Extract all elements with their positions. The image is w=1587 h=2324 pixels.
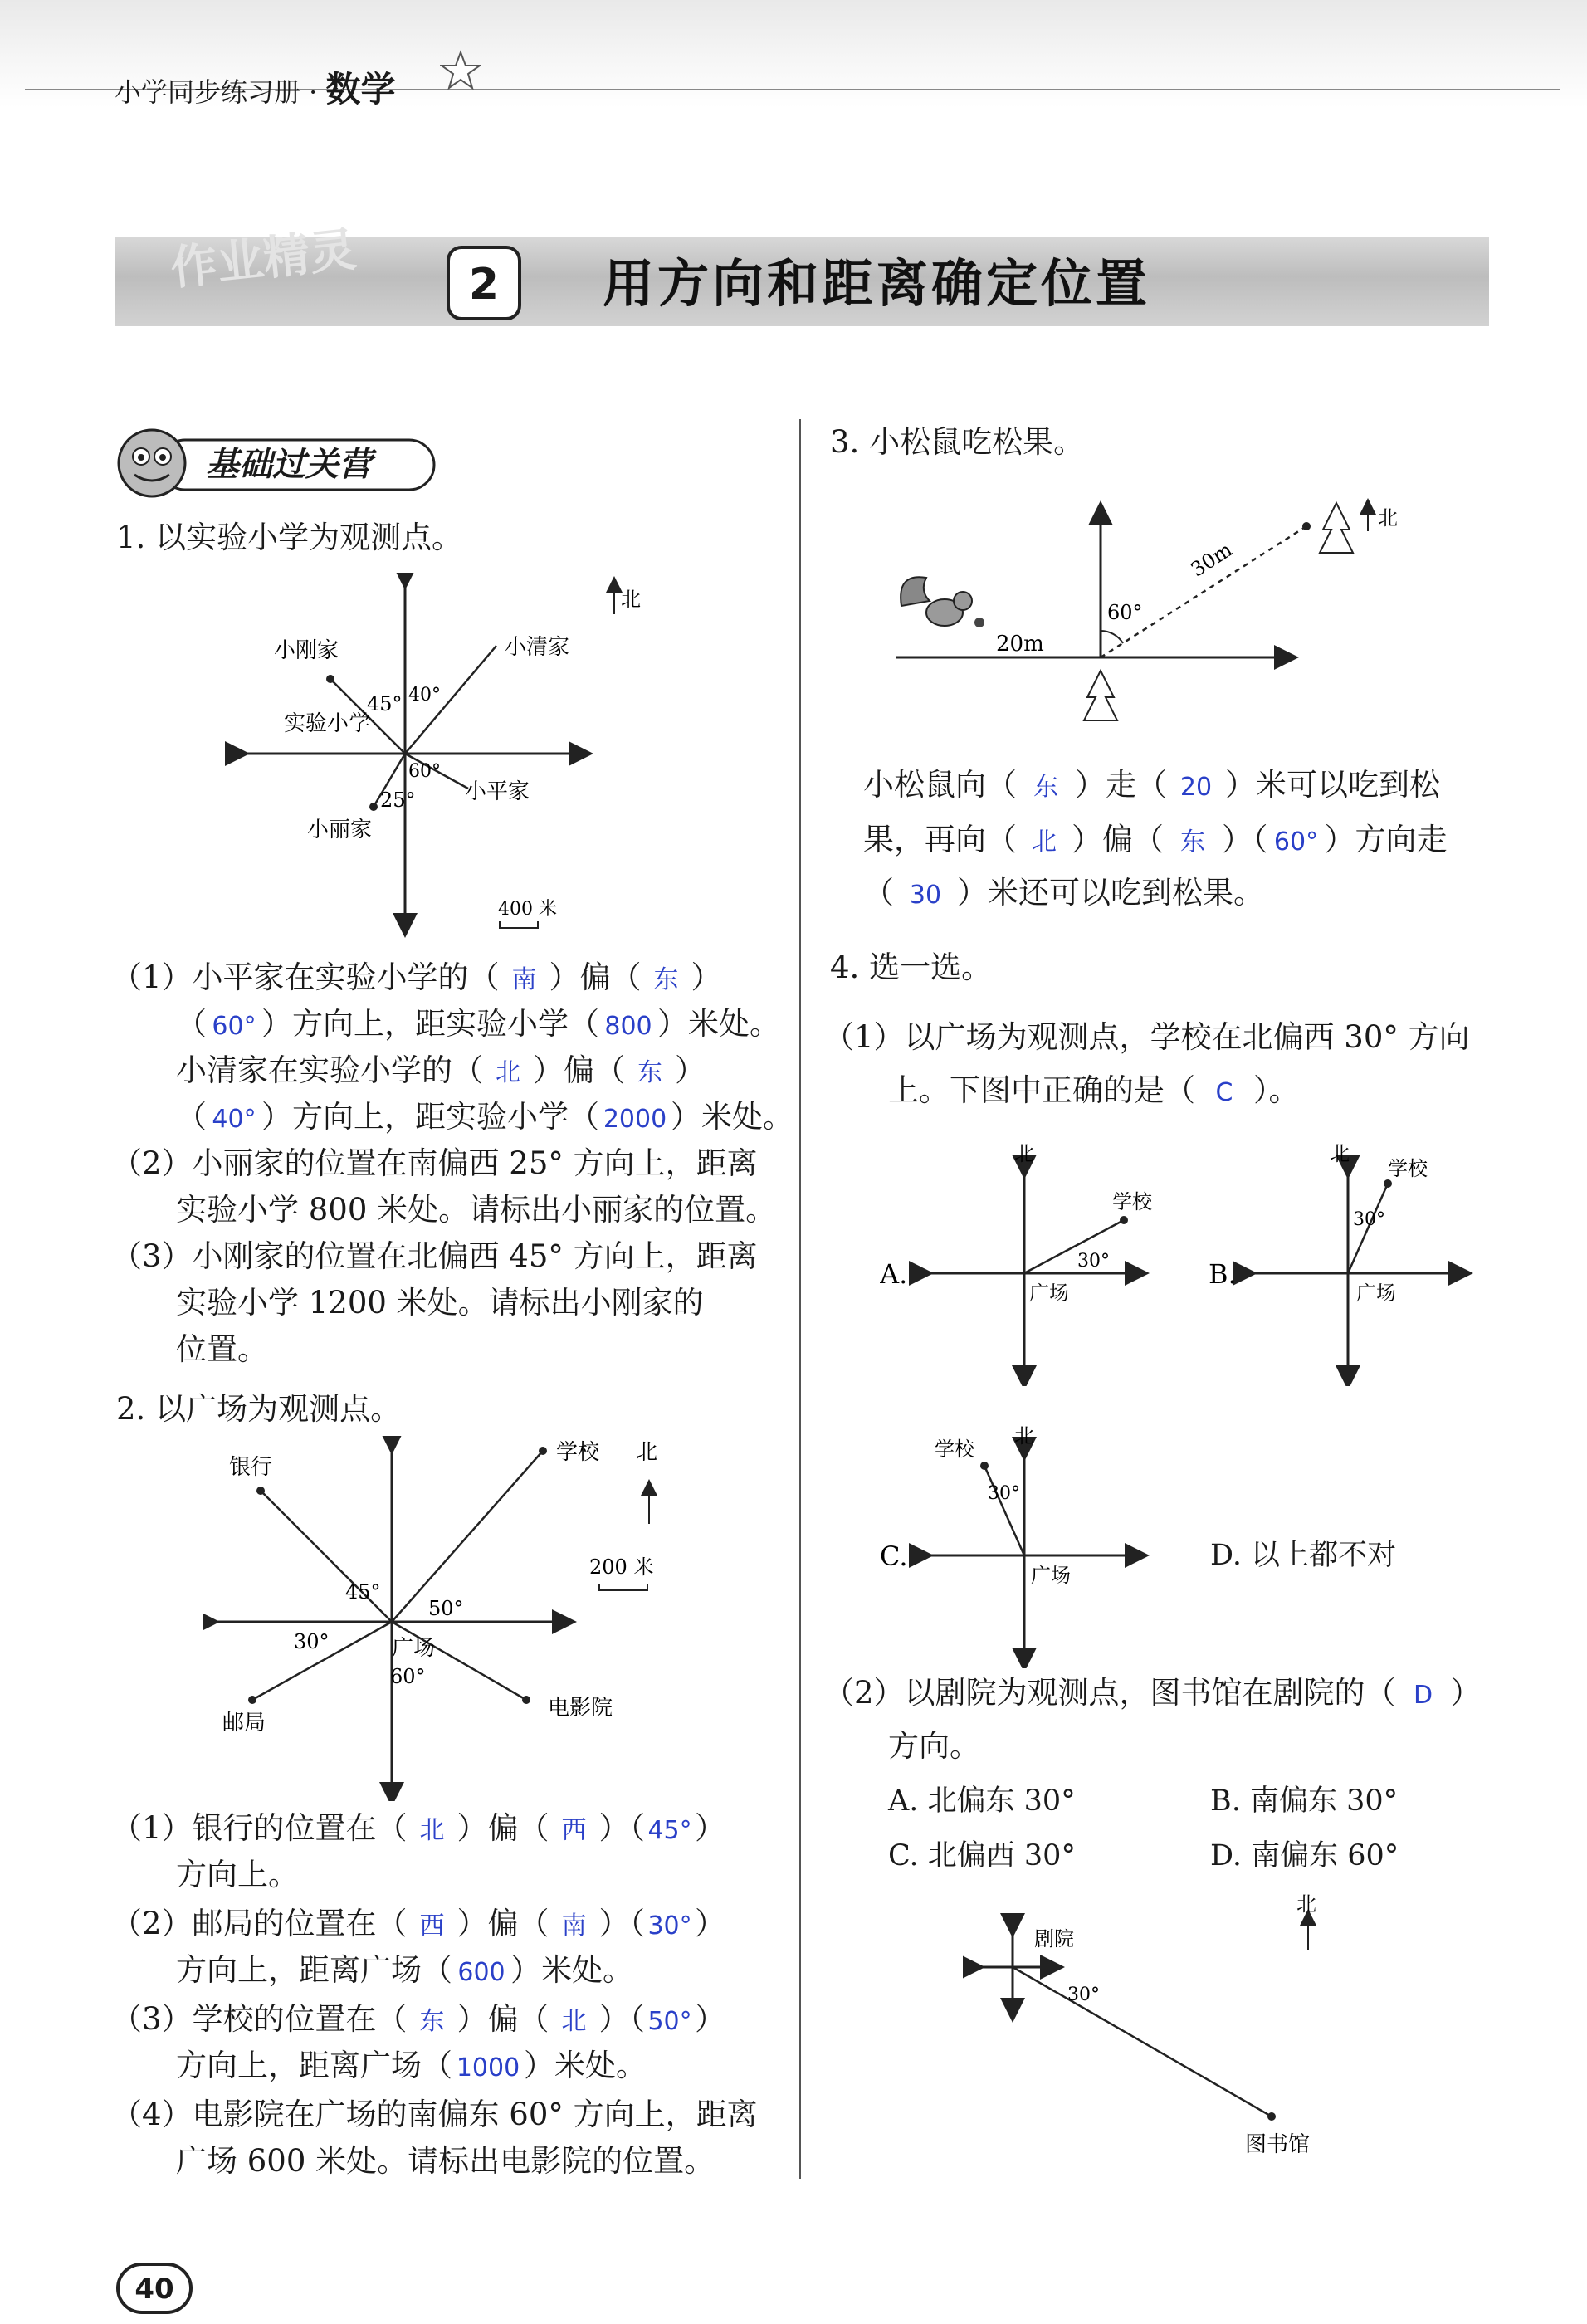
label-30: 30° — [294, 1630, 330, 1653]
opt-a-angle: 30° — [1077, 1251, 1110, 1272]
q4-choice-c: C. 北偏西 30° — [888, 1839, 1076, 1872]
star-icon — [440, 50, 481, 91]
label-north2: 北 — [636, 1440, 658, 1465]
q1-ans-4[interactable]: 800 — [604, 1012, 652, 1041]
q4-theater-figure — [963, 1892, 1428, 2166]
page-number: 40 — [116, 2263, 193, 2314]
q2-ans-7[interactable]: 600 — [457, 1958, 505, 1987]
book-name: 小学同步练习册 · — [115, 76, 326, 108]
q2-part1-line2: 方向上。 — [176, 1857, 299, 1892]
q4-option-c — [880, 1419, 1195, 1668]
q1-part1-line3: 小清家在实验小学的（ 北 ）偏（ 东 ） — [176, 1047, 706, 1096]
label-scale2: 200 米 — [589, 1555, 654, 1579]
q4-part2-line1: （2）以剧院为观测点，图书馆在剧院的（ D ） — [823, 1670, 1482, 1719]
q2-ans-5[interactable]: 南 — [561, 1911, 587, 1941]
q4-option-a — [880, 1137, 1195, 1386]
q3-line1: 小松鼠向（ 东 ）走（ 20 ）米可以吃到松 — [863, 762, 1440, 811]
q2-ans-6[interactable]: 30° — [647, 1911, 692, 1941]
label-school: 学校 — [556, 1440, 600, 1465]
label-50: 50° — [428, 1597, 464, 1620]
q1-stem: 1. 以实验小学为观测点。 — [116, 520, 463, 555]
label-north3: 北 — [1378, 506, 1398, 530]
q3-line3: （ 30 ）米还可以吃到松果。 — [863, 870, 1264, 919]
label-30d: 30° — [1067, 1985, 1100, 2005]
q3-ans-1[interactable]: 东 — [1033, 773, 1058, 802]
q4-part2-line2: 方向。 — [888, 1728, 980, 1764]
q4-choice-b: B. 南偏东 30° — [1210, 1784, 1399, 1818]
q2-part1-line1: （1）银行的位置在（ 北 ）偏（ 西 ）（ 45°） — [111, 1805, 725, 1854]
q3-stem: 3. 小松鼠吃松果。 — [830, 424, 1085, 460]
label-center: 实验小学 — [284, 711, 371, 736]
q1-part1-line2: （ 60° ）方向上，距实验小学（ 800 ）米处。 — [176, 1001, 780, 1050]
label-post: 邮局 — [222, 1711, 266, 1736]
q1-figure — [224, 573, 647, 938]
label-scale: 400 米 — [498, 899, 557, 920]
opt-b-label: B. — [1209, 1258, 1237, 1290]
q3-ans-3[interactable]: 北 — [1032, 828, 1057, 857]
book-title — [115, 62, 396, 112]
section-tag-label: 基础过关营 — [206, 446, 372, 484]
q2-figure — [203, 1436, 676, 1801]
q2-part3-line1: （3）学校的位置在（ 东 ）偏（ 北 ）（ 50°） — [111, 1996, 725, 2045]
tree-icon — [1084, 671, 1117, 720]
label-xiaogang: 小刚家 — [274, 638, 339, 663]
q2-part2-line2: 方向上，距离广场（ 600 ）米处。 — [176, 1947, 633, 1996]
q3-ans-6[interactable]: 30 — [909, 881, 942, 910]
label-theater: 剧院 — [1034, 1927, 1074, 1950]
label-xiaoli: 小丽家 — [307, 818, 373, 842]
q2-stem: 2. 以广场为观测点。 — [116, 1391, 402, 1427]
q1-ans-2[interactable]: 东 — [653, 965, 679, 994]
q2-part4-line1: （4）电影院在广场的南偏东 60° 方向上，距离 — [111, 2097, 758, 2132]
q2-ans-9[interactable]: 北 — [561, 2007, 587, 2036]
q2-ans-4[interactable]: 西 — [419, 1911, 445, 1941]
label-cinema: 电影院 — [548, 1696, 613, 1721]
q4-ans-2[interactable]: D — [1413, 1681, 1433, 1710]
label-60c: 60° — [1107, 601, 1143, 624]
q1-ans-7[interactable]: 40° — [212, 1105, 256, 1134]
label-bank: 银行 — [229, 1455, 273, 1480]
opt-c-square: 广场 — [1031, 1564, 1071, 1587]
q1-part1-line4: （ 40° ）方向上，距实验小学（ 2000 ）米处。 — [176, 1094, 794, 1143]
q3-ans-5[interactable]: 60° — [1273, 828, 1319, 857]
q4-choice-d: D. 南偏东 60° — [1210, 1839, 1399, 1872]
opt-b-angle: 30° — [1353, 1209, 1385, 1230]
q1-part3-line2: 实验小学 1200 米处。请标出小刚家的 — [176, 1285, 704, 1321]
q4-choice-a: A. 北偏东 30° — [888, 1784, 1076, 1818]
opt-a-school: 学校 — [1112, 1190, 1152, 1213]
lesson-title: 用方向和距离确定位置 — [603, 253, 1151, 314]
column-divider — [799, 419, 801, 2179]
label-45: 45° — [367, 692, 403, 715]
opt-b-north: 北 — [1330, 1142, 1350, 1165]
q1-ans-6[interactable]: 东 — [637, 1058, 662, 1087]
pine-icon — [1320, 503, 1353, 553]
label-25: 25° — [380, 788, 416, 812]
q2-ans-11[interactable]: 1000 — [456, 2053, 520, 2082]
q2-part4-line2: 广场 600 米处。请标出电影院的位置。 — [176, 2143, 715, 2179]
q4-option-d: D. 以上都不对 — [1210, 1539, 1397, 1572]
lesson-number: 2 — [447, 246, 521, 320]
opt-c-angle: 30° — [988, 1483, 1020, 1504]
opt-c-north: 北 — [1014, 1424, 1034, 1448]
q3-ans-4[interactable]: 东 — [1180, 828, 1205, 857]
watermark-text: 作业精灵 — [168, 222, 359, 296]
label-45b: 45° — [345, 1580, 381, 1604]
subject-name: 数学 — [325, 69, 396, 110]
opt-a-square: 广场 — [1029, 1282, 1069, 1305]
label-north4: 北 — [1296, 1892, 1316, 1916]
label-xiaoqing: 小清家 — [505, 635, 570, 660]
opt-b-school: 学校 — [1388, 1157, 1428, 1180]
q1-part2-line2: 实验小学 800 米处。请标出小丽家的位置。 — [176, 1192, 777, 1228]
opt-c-label: C. — [880, 1540, 908, 1572]
q1-ans-3[interactable]: 60° — [212, 1012, 256, 1041]
q3-figure — [896, 498, 1428, 739]
q4-part1-line2: 上。下图中正确的是（ C ）。 — [888, 1067, 1300, 1116]
q1-part3-line1: （3）小刚家的位置在北偏西 45° 方向上，距离 — [111, 1238, 758, 1274]
opt-a-label: A. — [880, 1258, 908, 1290]
q1-part3-line3: 位置。 — [176, 1331, 268, 1367]
q1-ans-5[interactable]: 北 — [496, 1058, 520, 1087]
label-library: 图书馆 — [1245, 2132, 1311, 2157]
q4-option-b — [1204, 1137, 1519, 1386]
q1-ans-1[interactable]: 南 — [511, 965, 537, 994]
q1-ans-8[interactable]: 2000 — [603, 1105, 667, 1134]
opt-c-school: 学校 — [935, 1438, 974, 1461]
opt-a-north: 北 — [1014, 1142, 1034, 1165]
opt-b-square: 广场 — [1356, 1282, 1396, 1305]
label-xiaoping: 小平家 — [465, 779, 530, 804]
label-30m: 30m — [1186, 537, 1237, 582]
q2-part3-line2: 方向上，距离广场（ 1000 ）米处。 — [176, 2043, 647, 2092]
label-60: 60° — [408, 761, 441, 782]
q4-stem: 4. 选一选。 — [830, 950, 993, 985]
label-40: 40° — [408, 685, 441, 706]
q2-ans-2[interactable]: 西 — [561, 1816, 587, 1845]
q2-ans-8[interactable]: 东 — [419, 2007, 445, 2036]
label-20m: 20m — [996, 632, 1044, 657]
label-north: 北 — [621, 588, 641, 611]
q1-part1-line1: （1）小平家在实验小学的（ 南 ）偏（ 东 ） — [111, 954, 722, 1003]
q2-ans-3[interactable]: 45° — [647, 1816, 692, 1845]
q4-part1-line1: （1）以广场为观测点，学校在北偏西 30° 方向 — [823, 1019, 1470, 1055]
q2-part2-line1: （2）邮局的位置在（ 西 ）偏（ 南 ）（ 30°） — [111, 1901, 725, 1950]
q3-line2: 果，再向（ 北 ）偏（ 东 ）（ 60° ）方向走 — [863, 817, 1448, 866]
squirrel-icon — [901, 577, 984, 627]
q2-ans-1[interactable]: 北 — [419, 1816, 445, 1845]
q3-ans-2[interactable]: 20 — [1179, 773, 1213, 802]
q1-part2-line1: （2）小丽家的位置在南偏西 25° 方向上，距离 — [111, 1145, 758, 1181]
label-square: 广场 — [392, 1636, 436, 1661]
label-60b: 60° — [390, 1665, 426, 1688]
q2-ans-10[interactable]: 50° — [647, 2007, 692, 2036]
q4-ans-1[interactable]: C — [1215, 1078, 1233, 1107]
